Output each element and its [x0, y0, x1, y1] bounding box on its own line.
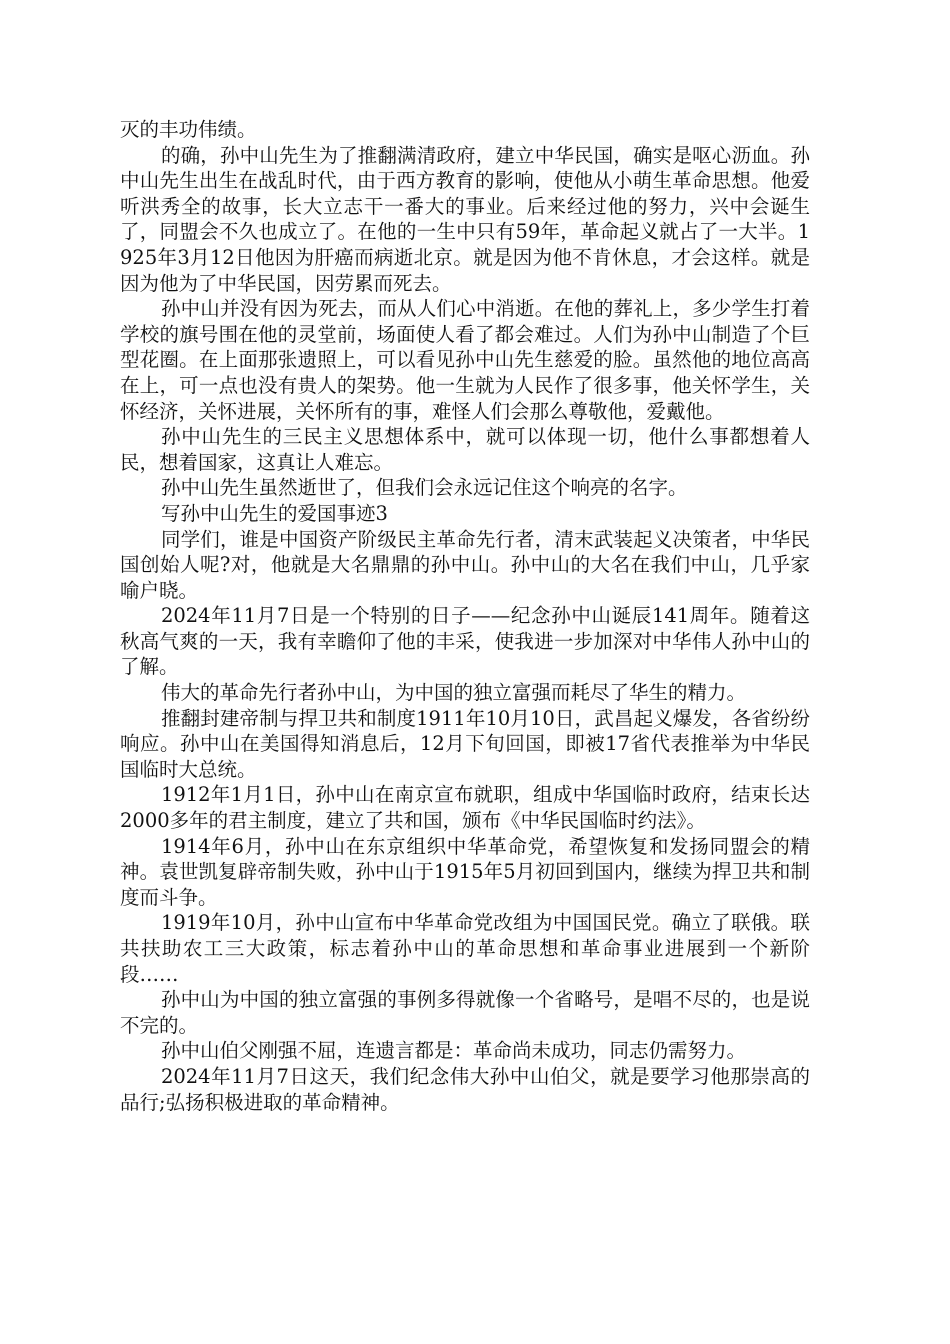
paragraph-9: 伟大的革命先行者孙中山，为中国的独立富强而耗尽了华生的精力。 [160, 681, 746, 705]
paragraph-15: 孙中山伯父刚强不屈，连遗言都是：革命尚未成功，同志仍需努力。 [160, 1039, 746, 1063]
paragraph-5: 孙中山先生虽然逝世了，但我们会永远记住这个响亮的名字。 [160, 476, 688, 500]
paragraph-13: 1919年10月，孙中山宣布中华革命党改组为中国国民党。确立了联俄。联共扶助农工三大政策，标志着孙中山的革命思想和革命事业进展到一个新阶段…… [120, 911, 810, 986]
paragraph-1: 灭的丰功伟绩。 [120, 118, 257, 141]
paragraph-4: 孙中山先生的三民主义思想体系中，就可以体现一切，他什么事都想着人民，想着国家，这真让人难忘。 [120, 425, 810, 474]
paragraph-2: 的确，孙中山先生为了推翻满清政府，建立中华民国，确实是呕心沥血。孙中山先生出生在战乱时代，由于西方教育的影响，使他从小萌生革命思想。他爱听洪秀全的故事，长大立志干一番大的事业。后来经过他的努力，兴中会诞生了，同盟会不久也成立了。在他的一生中只有59年，革命起义就占了一大半。1925年3月12日他因为肝癌而病逝北京。就是因为他不肯休息，才会这样。就是因为他为了中华民国，因劳累而死去。 [120, 143, 810, 295]
document-body [120, 117, 810, 1115]
paragraph-10: 推翻封建帝制与捍卫共和制度1911年10月10日，武昌起义爆发，各省纷纷响应。孙中山在美国得知消息后，12月下旬回国，即被17省代表推举为中华民国临时大总统。 [120, 706, 810, 781]
paragraph-8: 2024年11月7日是一个特别的日子——纪念孙中山诞辰141周年。随着这秋高气爽的一天，我有幸瞻仰了他的丰采，使我进一步加深对中华伟人孙中山的了解。 [120, 604, 810, 679]
paragraph-3: 孙中山并没有因为死去，而从人们心中消逝。在他的葬礼上，多少学生打着学校的旗号围在他的灵堂前，场面使人看了都会难过。人们为孙中山制造了个巨型花圈。在上面那张遗照上，可以看见孙中山先生慈爱的脸。虽然他的地位高高在上，可一点也没有贵人的架势。他一生就为人民作了很多事，他关怀学生，关怀经济，关怀进展，关怀所有的事，难怪人们会那么尊敬他，爱戴他。 [120, 297, 810, 423]
paragraph-16: 2024年11月7日这天，我们纪念伟大孙中山伯父，就是要学习他那崇高的品行;弘扬积极进取的革命精神。 [120, 1064, 810, 1114]
paragraph-7: 同学们，谁是中国资产阶级民主革命先行者，清末武装起义决策者，中华民国创始人呢?对，他就是大名鼎鼎的孙中山。孙中山的大名在我们中山，几乎家喻户晓。 [120, 527, 810, 602]
paragraph-14: 孙中山为中国的独立富强的事例多得就像一个省略号，是唱不尽的，也是说不完的。 [120, 988, 810, 1037]
paragraph-11: 1912年1月1日，孙中山在南京宣布就职，组成中华国临时政府，结束长达2000多年的君主制度，建立了共和国，颁布《中华民国临时约法》。 [120, 783, 810, 833]
section-heading: 写孙中山先生的爱国事迹3 [160, 501, 388, 525]
paragraph-12: 1914年6月，孙中山在东京组织中华革命党，希望恢复和发扬同盟会的精神。袁世凯复辟帝制失败，孙中山于1915年5月初回到国内，继续为捍卫共和制度而斗争。 [120, 834, 810, 909]
